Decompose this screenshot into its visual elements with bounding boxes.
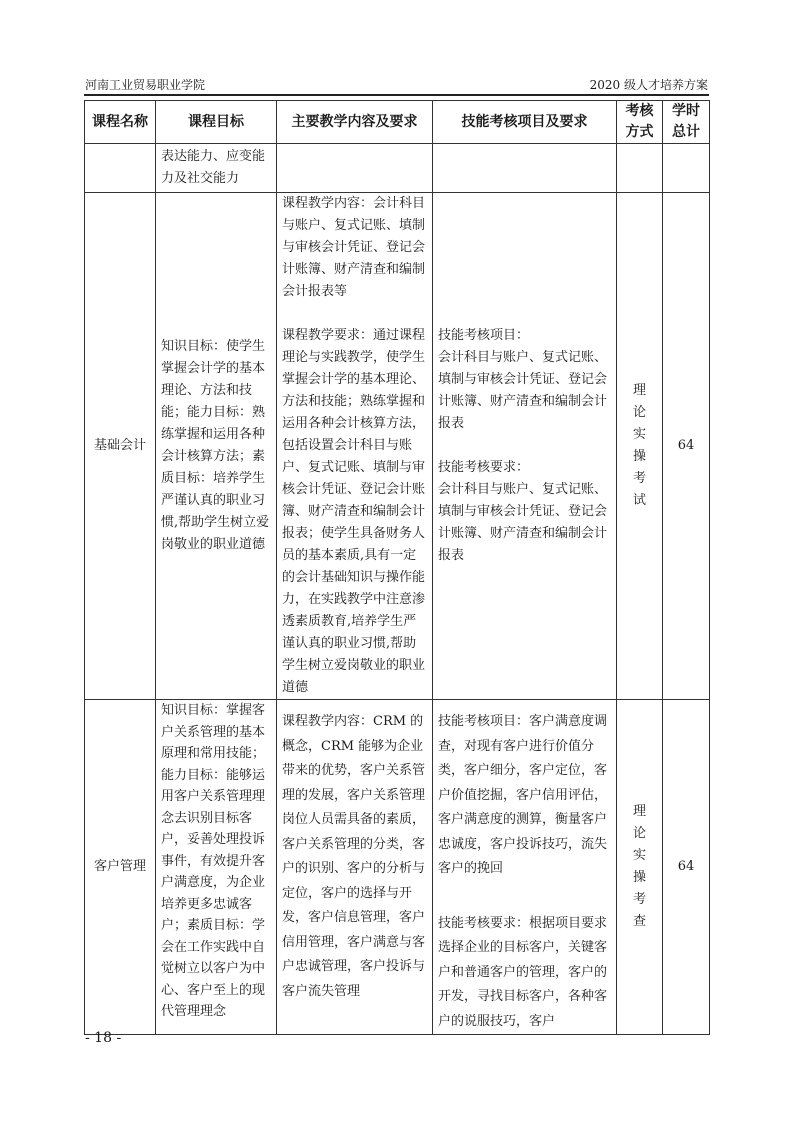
course-name: 客户管理 [85, 700, 156, 1035]
skill-items: 技能考核项目： 会计科目与账户、复式记账、填制与审核会计凭证、登记会计账簿、财产清查和编制会计报表 [438, 328, 608, 431]
course-table [84, 100, 710, 1035]
skill-requirements [433, 700, 617, 1035]
col-header-skills: 技能考核项目及要求 [433, 101, 617, 144]
course-content [277, 700, 433, 1035]
table-row [85, 144, 710, 193]
header-institution: 河南工业贸易职业学院 [85, 78, 206, 92]
skill-demands: 技能考核要求： 会计科目与账户、复式记账、填制与审核会计凭证、登记会计账簿、财产清查和编制会计报表 [438, 460, 608, 563]
col-header-course: 课程名称 [85, 101, 156, 144]
table-row [85, 700, 710, 1035]
skill-demands: 技能考核要求：根据项目要求选择企业的目标客户，关键客户和普通客户的管理，客户的开发，寻找目标客户，各种客户的说服技巧，客户 [438, 915, 608, 1029]
assessment-text: 理论实操考查 [632, 804, 646, 929]
table-row [85, 193, 710, 700]
page-number: - 18 - [85, 1030, 122, 1046]
course-content [277, 144, 433, 193]
skill-requirements [433, 144, 617, 193]
table-header-row [85, 101, 710, 144]
assessment-text: 理论实操考试 [632, 383, 646, 508]
skill-requirements [433, 193, 617, 700]
course-name [85, 144, 156, 193]
assessment-method [617, 193, 663, 700]
content-paragraph: 课程教学内容：会计科目与账户、复式记账、填制与审核会计凭证、登记会计账簿、财产清查和编制会计报表等 [282, 196, 426, 299]
course-name: 基础会计 [85, 193, 156, 700]
col-header-objectives: 课程目标 [156, 101, 277, 144]
course-objectives: 知识目标：使学生掌握会计学的基本理论、方法和技能；能力目标：熟练掌握和运用各种会计核算方法；素质目标：培养学生严谨认真的职业习惯,帮助学生树立爱岗敬业的职业道德 [156, 193, 277, 700]
assessment-method [617, 700, 663, 1035]
total-hours: 64 [663, 700, 710, 1035]
course-objectives: 表达能力、应变能力及社交能力 [156, 144, 277, 193]
skill-items: 技能考核项目：客户满意度调查，对现有客户进行价值分类，客户细分，客户定位，客户价值挖掘，客户信用评估，客户满意度的测算，衡量客户忠诚度，客户投诉技巧，流失客户的挽回 [438, 714, 608, 876]
total-hours: 64 [663, 193, 710, 700]
content-paragraph: 课程教学内容：CRM 的概念，CRM 能够为企业带来的优势，客户关系管理的发展，客户关系管理岗位人员需具备的素质，客户关系管理的分类，客户的识别、客户的分析与定位，客户的选择与开发，客户信息管理，客户信用管理，客户满意与客户忠诚管理，客户投诉与客户流失管理 [282, 714, 426, 999]
assessment-method [617, 144, 663, 193]
course-content [277, 193, 433, 700]
col-header-content: 主要教学内容及要求 [277, 101, 433, 144]
course-objectives: 知识目标：掌握客户关系管理的基本原理和常用技能；能力目标：能够运用客户关系管理理念去识别目标客户，妥善处理投诉事件，有效提升客户满意度，为企业培养更多忠诚客户；素质目标：学会在工作实践中自觉树立以客户为中心、客户至上的现代管理理念 [156, 700, 277, 1035]
header-rule [84, 94, 709, 96]
col-header-hours: 学时总计 [663, 101, 710, 144]
requirement-paragraph: 课程教学要求：通过课程理论与实践教学，使学生掌握会计学的基本理论、方法和技能；熟练掌握和运用各种会计核算方法，包括设置会计科目与账户、复式记账、填制与审核会计凭证、登记会计账簿、财产清查和编制会计报表；使学生具备财务人员的基本素质,具有一定的会计基础知识与操作能力，在实践教学中注意渗透素质教育,培养学生严谨认真的职业习惯,帮助学生树立爱岗敬业的职业道德 [282, 328, 426, 695]
header-document-title: 2020 级人才培养方案 [589, 78, 708, 92]
total-hours [663, 144, 710, 193]
col-header-assessment: 考核方式 [617, 101, 663, 144]
